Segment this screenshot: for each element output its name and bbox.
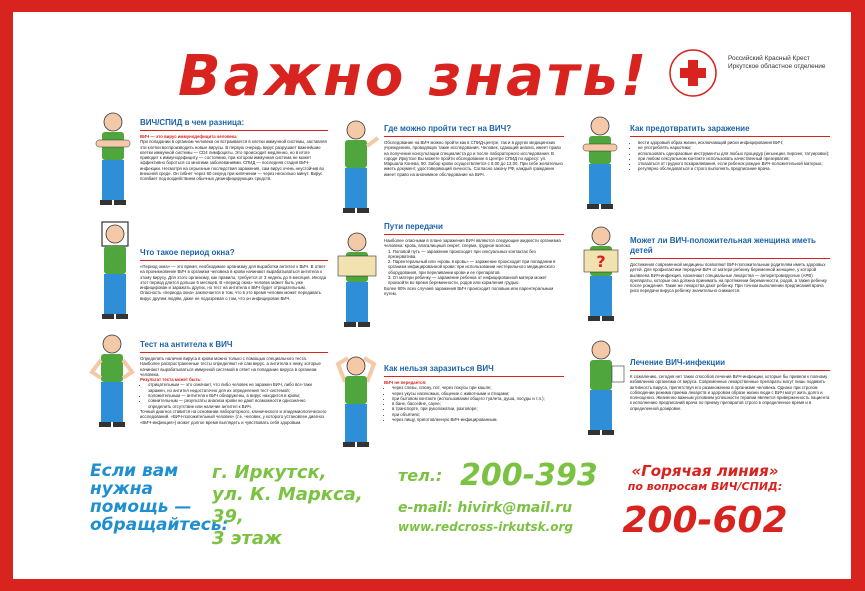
section-body: «Период окна» — это время, необходимое организму для выработки антител к ВИЧ. В ответ на проникновение ВИЧ в организм человека в крови начинают вырабатываться антитела к этому вирусу. Для этого организму, как правило, требуется от 3 недель до 6 месяцев. Иногда этот период длится дольше 6 месяцев. В «период окна» человек может быть уже инфицирован и заражать других, но тест на антитела к ВИЧ будет отрицательным. Опасность «периода окна» заключается в том, что в это время человек может передавать вирус другим людям, даже не подозревая о том, что он инфицирован ВИЧ. <box>140 264 327 301</box>
section-body: Обследование на ВИЧ можно пройти как в СПИД-центре, так и в других медицинских учреждениях, проводящих такие исследования. Человек, сдающий анализ, имеет право на получение консультации специалиста до и после лабораторного исследования. В городе Иркутске Вы можете пройти обследование в Центре СПИД по адресу: ул. Маршала Конева, 90. Забор крови осуществляется с 8.00 до 13.00. При себе желательно иметь документ, удостоверяющий личность. Согласно закону РФ, каждый гражданин имеет право на анонимное обследование на ВИЧ. <box>384 140 563 177</box>
divider <box>140 260 328 261</box>
section-body: При попадании в организм человека он встраивается в клетки иммунной системы, заставляя эти клетки воспроизводить новые вирусы. В первую очередь вирус разрушает важнейшие клетки иммунной системы — CD4 лимфоциты. Это происходит медленно, но в итоге приводит к иммунодефициту — состоянию, при котором иммунная система не может эффективно бороться со многими заболеваниями. СПИД — последняя стадия ВИЧ-инфекции. Несмотря на серьезные последствия заражения, сам вирус очень неустойчив во внешней среде. Он гибнет через 60 секунд при кипячении — через несколько минут. Вирус погибает под воздействием обычных дезинфицирующих средств. <box>140 139 327 182</box>
help-line: нужна <box>90 479 153 499</box>
section-body: Достижения современной медицины позволяют ВИЧ-положительным родителям иметь здоровых детей. Для профилактики передачи ВИЧ от матери ребенку беременной женщине, у которой выявлена ВИЧ-инфекция, назначают специальные лекарства — антиретровирусные (АРВ) препараты, которые она должна принимать на протяжении беременности, родов, а также ребенку после рождения. Такие же лекарства дают ребенку. При точном выполнении предписаний врача риск передачи вируса ребенку значительно снижается. <box>630 262 827 294</box>
section-body: Наиболее опасными в плане заражения ВИЧ являются следующие жидкости организма человека: кровь, влагалищный секрет, сперма, грудное молоко. <box>384 238 561 249</box>
section-lead: ВИЧ не передается: <box>384 380 427 385</box>
divider <box>630 258 830 259</box>
list-item: • регулярно обследоваться и строго выполнять предписание врача. <box>638 166 830 171</box>
section-antibody-test <box>140 340 328 425</box>
svg-text:?: ? <box>596 252 606 271</box>
hotline-subtitle: по вопросам ВИЧ/СПИД: <box>627 480 783 493</box>
list-item: • в транспорте, при рукопожатии, разговоре; <box>392 406 564 411</box>
section-where-test <box>384 124 564 177</box>
list-item: • при бытовом контакте (использовании общего туалета, душа, посуды и т.п.); <box>392 396 564 401</box>
no-infection-list <box>384 385 564 422</box>
tel-number: 200-393 <box>460 458 598 493</box>
divider <box>384 376 564 377</box>
results-list <box>140 382 328 408</box>
tel-label: тел.: <box>398 466 443 485</box>
list-item: • через слезы, слюну, пот, через покусы при кашле; <box>392 385 564 390</box>
section-hiv-aids <box>140 118 328 182</box>
divider <box>140 352 328 353</box>
address <box>212 462 392 550</box>
section-heading: Пути передачи <box>384 222 443 231</box>
person-pointing-illustration <box>330 116 382 216</box>
section-note: Точный диагноз ставится на основании лабораторного, клинического и эпидемиологического исследований. «ВИЧ-положительный человек» (т.е. человек, у которого установлен диагноз «ВИЧ-инфекция») может долгое время выглядеть и чувствовать себя здоровым. <box>140 408 327 425</box>
prevention-list <box>630 140 830 172</box>
section-prevention <box>630 124 830 172</box>
list-item: • использовать одноразовые инструменты для любых процедур (инъекции, пирсинг, татуировки); <box>638 151 830 156</box>
email-text: e-mail: hivirk@mail.ru <box>398 500 573 516</box>
list-item: • отрицательным — это означает, что либо человек не заражен ВИЧ, либо все-таки заражен, но антител недостаточно для их определения тест-системой; <box>148 382 328 393</box>
section-body: Определить наличие вируса в крови можно только с помощью специального теста. Наиболее распространенные тесты определяют не сам вирус, а антитела к нему, которые начинают вырабатываться иммунной системой в ответ на попадание вируса в организм человека. <box>140 356 321 377</box>
list-item: • при объятиях; <box>392 412 564 417</box>
help-line: обращайтесь: <box>90 515 229 535</box>
list-item: • положительным — антитела к ВИЧ обнаружены, в вирус находится в крови; <box>148 393 328 398</box>
section-heading: Что такое период окна? <box>140 248 235 257</box>
poster-title: Важно знать! <box>178 44 650 109</box>
list-item: • при любом сексуальном контакте использовать качественный презерватив; <box>638 156 830 161</box>
list-item: • не употреблять наркотики; <box>638 145 830 150</box>
hotline-title: «Горячая линия» <box>631 462 779 480</box>
list-item: • отказаться от грудного вскармливания, если ребенок рожден ВИЧ-положительной матерью; <box>638 161 830 166</box>
section-note: Более 90% всех случаев заражения ВИЧ происходит половым или парентеральным путем. <box>384 285 554 296</box>
person-holding-frame-illustration <box>90 220 140 322</box>
section-heading: Где можно пройти тест на ВИЧ? <box>384 124 512 133</box>
red-cross-logo <box>668 48 718 98</box>
section-heading: Лечение ВИЧ-инфекции <box>630 358 726 367</box>
help-line: помощь — <box>90 497 192 517</box>
list-item: • вести здоровый образ жизни, исключающий риски инфицирования ВИЧ; <box>638 140 830 145</box>
address-line: г. Иркутск, <box>212 462 327 483</box>
org-name: Российский Красный Крест <box>728 55 810 62</box>
website-text: www.redcross-irkutsk.org <box>398 520 573 534</box>
transmission-list <box>384 249 564 286</box>
divider <box>630 370 830 371</box>
list-item: • через укусы насекомых, общение с животными и птицами; <box>392 391 564 396</box>
person-hands-on-hips-illustration <box>86 330 138 432</box>
address-line: 3 этаж <box>212 528 282 549</box>
person-arms-crossed-illustration <box>574 112 626 212</box>
section-no-infection <box>384 364 564 422</box>
person-arms-crossed-illustration <box>88 108 138 208</box>
list-item: • в бане, бассейне, сауне; <box>392 401 564 406</box>
section-body: К сожалению, сегодня нет таких способов лечения ВИЧ-инфекции, которые бы привели к полному избавлению организма от вируса. Современные лекарственные препараты могут лишь подавить активность вируса, препятствуя его размножению в организме человека. Однако при строгом соблюдении режима приема лекарств и здоровом образе жизни люди с ВИЧ могут жить долго и полноценно. Жизненно важным условием успешности терапии является приверженность пациента к исполнению предписаний врача по приему препаратов строго в определенное время и в определенной дозировке. <box>630 374 830 411</box>
divider <box>384 234 564 235</box>
org-branch: Иркутское областное отделение <box>728 63 826 70</box>
list-item: 3. От матери ребенку — заражение ребенка от инфицированной матери может произойти во время беременности, родов или кормления грудью. <box>388 275 547 286</box>
section-heading: Как предотвратить заражение <box>630 124 750 133</box>
section-heading: Как нельзя заразиться ВИЧ <box>384 364 494 373</box>
section-lead: ВИЧ — это вирус иммунодефицита человека <box>140 134 237 139</box>
person-hands-on-head-illustration <box>330 350 382 452</box>
divider <box>384 136 564 137</box>
hotline-number: 200-602 <box>622 500 788 541</box>
org-label <box>728 55 843 71</box>
person-reading-map-illustration <box>330 228 384 332</box>
divider <box>140 130 328 131</box>
address-line: ул. К. Маркса, 39, <box>212 484 363 527</box>
person-holding-note-illustration <box>574 336 628 440</box>
section-transmission <box>384 222 564 296</box>
section-window-period <box>140 248 328 301</box>
list-item: • сомнительным — результаты анализа крови не дают возможности однозначно определить отсутствие или наличие антител к ВИЧ. <box>148 398 328 409</box>
section-heading: ВИЧ/СПИД в чем разница: <box>140 118 245 127</box>
help-line: Если вам <box>90 461 179 481</box>
section-treatment <box>630 358 830 411</box>
help-text <box>90 461 229 535</box>
list-item: 1. Половой путь — заражение происходит при сексуальных контактах без презерватива. <box>388 248 536 259</box>
divider <box>630 136 830 137</box>
section-heading: Может ли ВИЧ-положительная женщина иметь детей <box>630 236 816 255</box>
section-children <box>630 236 830 294</box>
person-question-sign-illustration <box>574 222 628 326</box>
list-item: • через пищу, приготовленную ВИЧ-инфицированным. <box>392 417 564 422</box>
section-heading: Тест на антитела к ВИЧ <box>140 340 233 349</box>
results-label: Результат теста может быть: <box>140 377 202 383</box>
list-item: 2. Парентеральный или «кровь в кровь» — заражение происходит при попадании в организм инфицированной крови: при использовании нестерильного медицинского оборудования, при переливании крови и ее препаратов. <box>388 259 556 275</box>
